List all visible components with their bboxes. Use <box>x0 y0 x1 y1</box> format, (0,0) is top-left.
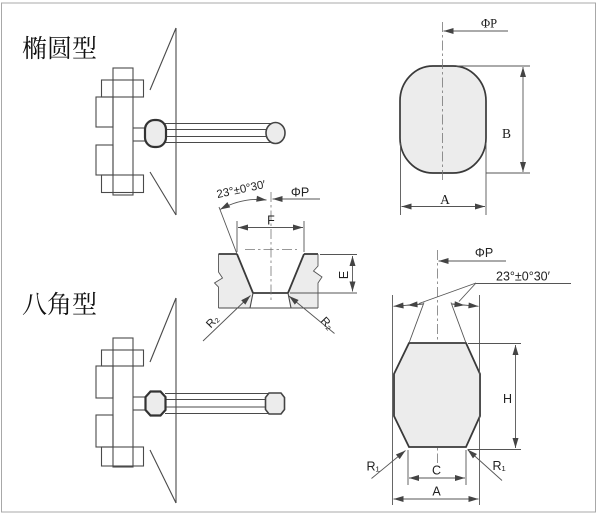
octagon-shape <box>394 343 480 447</box>
section-diameter-label: ΦP <box>290 185 310 200</box>
octagonal-heading: 八角型 <box>22 291 98 319</box>
dim-phi-p <box>439 246 507 261</box>
corner-radius-right-label: R₂ <box>317 315 336 333</box>
cone-slant-top <box>150 28 176 90</box>
angle-arrow <box>452 304 465 305</box>
slant-extension-line <box>451 303 466 344</box>
top-flange <box>102 350 144 366</box>
octagon-knob <box>146 392 166 416</box>
dim-phi-p <box>273 186 321 200</box>
oval-width-label: A <box>440 192 450 207</box>
octagon-outer-width-label: A <box>432 484 441 499</box>
octagon-shaft-cap <box>266 393 285 414</box>
dim-A <box>394 485 479 500</box>
cavity-depth-label: E <box>337 270 351 280</box>
round-knob <box>145 120 166 147</box>
oval-tip-front-view <box>400 17 530 216</box>
dim-R1-right <box>468 450 506 481</box>
octagon-diameter-label: ΦP <box>474 246 494 260</box>
octagon-angle-label: 23°±0°30′ <box>496 269 550 284</box>
die-section-view <box>203 179 357 341</box>
slant-extension-line <box>409 303 424 344</box>
leader-line <box>419 283 476 304</box>
angle-arrow <box>408 304 424 305</box>
cone-slant-bottom <box>150 172 176 215</box>
corner-radius-left-label: R₂ <box>204 313 222 331</box>
page-border <box>2 3 596 512</box>
octagon-height-label: H <box>502 392 513 406</box>
lower-left-block <box>96 415 113 447</box>
oval-height-label: B <box>502 126 512 141</box>
lower-left-block <box>96 145 113 175</box>
slant-extension-line <box>219 207 237 254</box>
cone-slant-top <box>150 298 176 362</box>
upper-left-block <box>96 366 113 398</box>
dim-R1-left <box>367 451 406 479</box>
oval-diameter-label: ΦP <box>480 16 498 31</box>
bottom-flange <box>102 175 144 193</box>
punch-bar <box>113 68 133 195</box>
corner-radius-left-label: R₁ <box>366 459 380 474</box>
elliptical-heading: 椭圆型 <box>22 35 98 63</box>
upper-left-block <box>96 97 113 127</box>
octagon-inner-width-label: C <box>431 463 442 478</box>
angle-arc <box>220 199 267 209</box>
cone-slant-bottom <box>150 450 176 503</box>
top-flange <box>102 80 144 97</box>
dim-phi-p <box>444 17 509 32</box>
round-shaft-cap <box>266 123 285 144</box>
bottom-flange <box>102 447 144 466</box>
dim-angle <box>216 179 267 254</box>
oval-shape <box>400 66 486 173</box>
octagonal-punch-side-view <box>96 298 285 503</box>
dim-C <box>408 450 466 485</box>
corner-radius-right-label: R₁ <box>492 459 506 473</box>
section-angle-label: 23°±0°30′ <box>215 178 267 202</box>
punch-bar <box>113 338 133 467</box>
cavity-top-width-label: F <box>267 213 275 228</box>
octagon-tip-front-view <box>367 246 572 505</box>
dim-F <box>237 214 304 253</box>
